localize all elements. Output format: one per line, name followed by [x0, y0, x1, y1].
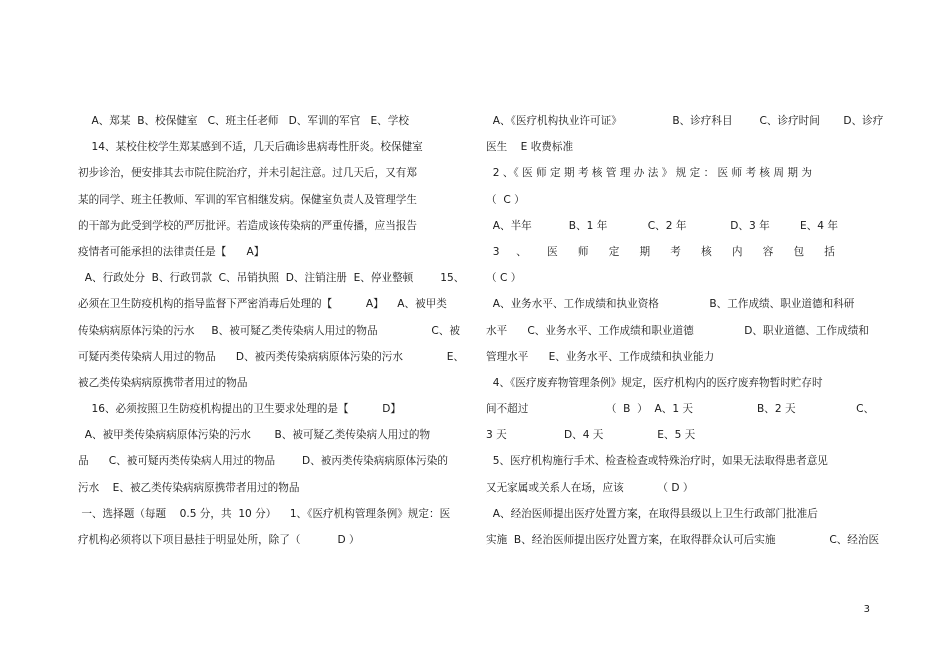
text-line: 污水 E、被乙类传染病病原携带者用过的物品	[78, 481, 300, 494]
text-line: 必须在卫生防疫机构的指导监督下严密消毒后处理的【 A】 A、被甲类	[78, 298, 447, 311]
text-line: 可疑丙类传染病人用过的物品 D、被丙类传染病病原体污染的污水 E、	[78, 350, 465, 363]
text-line: 医生 E 收费标准	[486, 141, 574, 154]
text-line: 水平 C、业务水平、工作成绩和职业道德 D、职业道德、工作成绩和	[486, 324, 869, 337]
text-line: A、《医疗机构执业许可证》 B、诊疗科目 C、诊疗时间 D、诊疗	[486, 115, 884, 127]
text-line: 被乙类传染病病原携带者用过的物品	[78, 376, 248, 389]
text-line: A、半年 B、1 年 C、2 年 D、3 年 E、4 年	[486, 219, 838, 232]
right-column	[486, 108, 884, 553]
text-line: 14、某校住校学生郑某感到不适，几天后确诊患病毒性肝炎。校保健室	[78, 141, 423, 154]
text-line: A、被甲类传染病病原体污染的污水 B、被可疑乙类传染病人用过的物	[78, 429, 431, 442]
text-line: A、业务水平、工作成绩和执业资格 B、工作成绩、职业道德和科研	[486, 298, 855, 311]
text-line: 实施 B、经治医师提出医疗处置方案，在取得群众认可后实施 C、经治医	[486, 534, 880, 546]
text-line: （ C ）	[486, 272, 522, 285]
text-line: 某的同学、班主任教师、军训的军官相继发病。保健室负责人及管理学生	[78, 193, 417, 206]
text-line: 2 、《 医 师 定 期 考 核 管 理 办 法 》 规 定 ： 医 师 考 核 周 期 为	[486, 167, 812, 180]
text-line: A、郑某 B、校保健室 C、班主任老师 D、军训的军官 E、学校	[78, 115, 409, 127]
text-line: 的干部为此受到学校的严厉批评。若造成该传染病的严重传播，应当报告	[78, 219, 417, 232]
text-line: 传染病病原体污染的污水 B、被可疑乙类传染病人用过的物品 C、被	[78, 324, 461, 337]
text-line: 3 天 D、4 天 E、5 天	[486, 429, 696, 442]
text-line: 疗机构必须将以下项目悬挂于明显处所，除了（ D ）	[78, 534, 360, 546]
text-line: 疫情者可能承担的法律责任是【 A】	[78, 245, 265, 258]
text-line: A、行政处分 B、行政罚款 C、吊销执照 D、注销注册 E、停业整顿 15、	[78, 272, 465, 285]
text-line: 间不超过 （ B ） A、1 天 B、2 天 C、	[486, 403, 875, 416]
text-line: 5、医疗机构施行手术、检查检查或特殊治疗时，如果无法取得患者意见	[486, 455, 828, 468]
text-line: 品 C、被可疑丙类传染病人用过的物品 D、被丙类传染病病原体污染的	[78, 455, 448, 468]
text-line: 3 、 医 师 定 期 考 核 内 容 包 括	[486, 245, 835, 258]
text-line: A、经治医师提出医疗处置方案，在取得县级以上卫生行政部门批准后	[486, 507, 818, 520]
text-line: 一、选择题（每题 0.5 分，共 10 分） 1、《医疗机构管理条例》规定：医	[78, 507, 451, 520]
page-number: 3	[863, 604, 870, 615]
left-column	[78, 108, 466, 553]
text-line: 管理水平 E、业务水平、工作成绩和执业能力	[486, 350, 715, 363]
text-line: 4、《医疗废弃物管理条例》规定，医疗机构内的医疗废弃物暂时贮存时	[486, 376, 823, 389]
text-line: 16、必须按照卫生防疫机构提出的卫生要求处理的是【 D】	[78, 403, 402, 416]
text-line: 又无家属或关系人在场，应该 （ D ）	[486, 481, 694, 494]
text-line: （ C ）	[486, 193, 525, 206]
text-line: 初步诊治，便安排其去市院住院治疗，并未引起注意。过几天后，又有郑	[78, 167, 417, 180]
